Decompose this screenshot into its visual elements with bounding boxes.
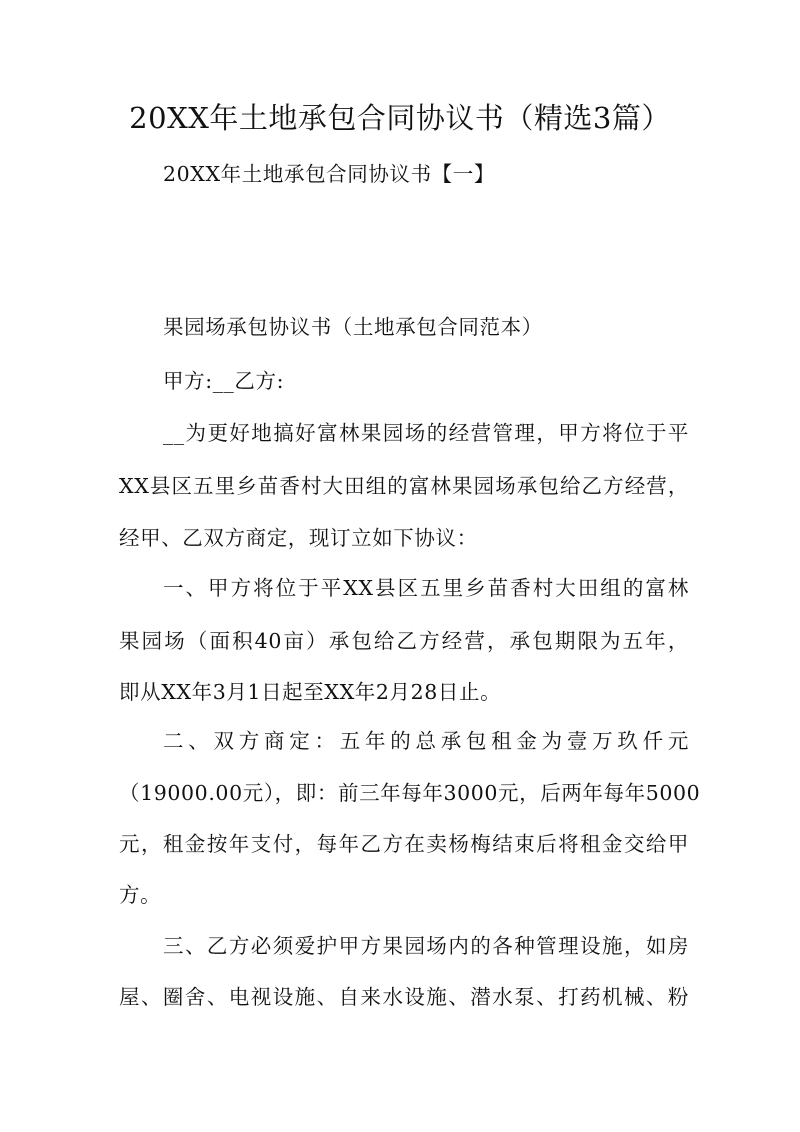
clause-2-line-3: 元，租金按年支付，每年乙方在卖杨梅结束后将租金交给甲	[119, 832, 689, 856]
preamble-line-1: __为更好地搞好富林果园场的经营管理，甲方将位于平	[163, 421, 689, 445]
clause-2-line-4: 方。	[119, 883, 162, 907]
document-title: 20XX年土地承包合同协议书（精选3篇）	[129, 101, 671, 135]
clause-3-line-1: 三、乙方必须爱护甲方果园场内的各种管理设施，如房	[163, 934, 689, 958]
parties-line: 甲方:__乙方:	[163, 369, 285, 393]
clause-1-line-2: 果园场（面积40亩）承包给乙方经营，承包期限为五年，	[119, 629, 689, 653]
clause-1-line-3: 即从XX年3月1日起至XX年2月28日止。	[119, 680, 502, 704]
clause-3-line-2: 屋、圈舍、电视设施、自来水设施、潜水泵、打药机械、粉	[119, 985, 689, 1009]
clause-1-line-1: 一、甲方将位于平XX县区五里乡苗香村大田组的富林	[163, 576, 689, 600]
clause-2-line-1: 二、双方商定：五年的总承包租金为壹万玖仟元	[163, 729, 689, 753]
preamble-line-3: 经甲、乙双方商定，现订立如下协议：	[119, 526, 478, 550]
clause-2-line-2: （19000.00元），即：前三年每年3000元，后两年每年5000	[119, 781, 701, 805]
preamble-line-2: XX县区五里乡苗香村大田组的富林果园场承包给乙方经营，	[119, 474, 689, 498]
agreement-heading: 果园场承包协议书（土地承包合同范本）	[163, 315, 543, 339]
document-subtitle: 20XX年土地承包合同协议书【一】	[163, 162, 495, 186]
